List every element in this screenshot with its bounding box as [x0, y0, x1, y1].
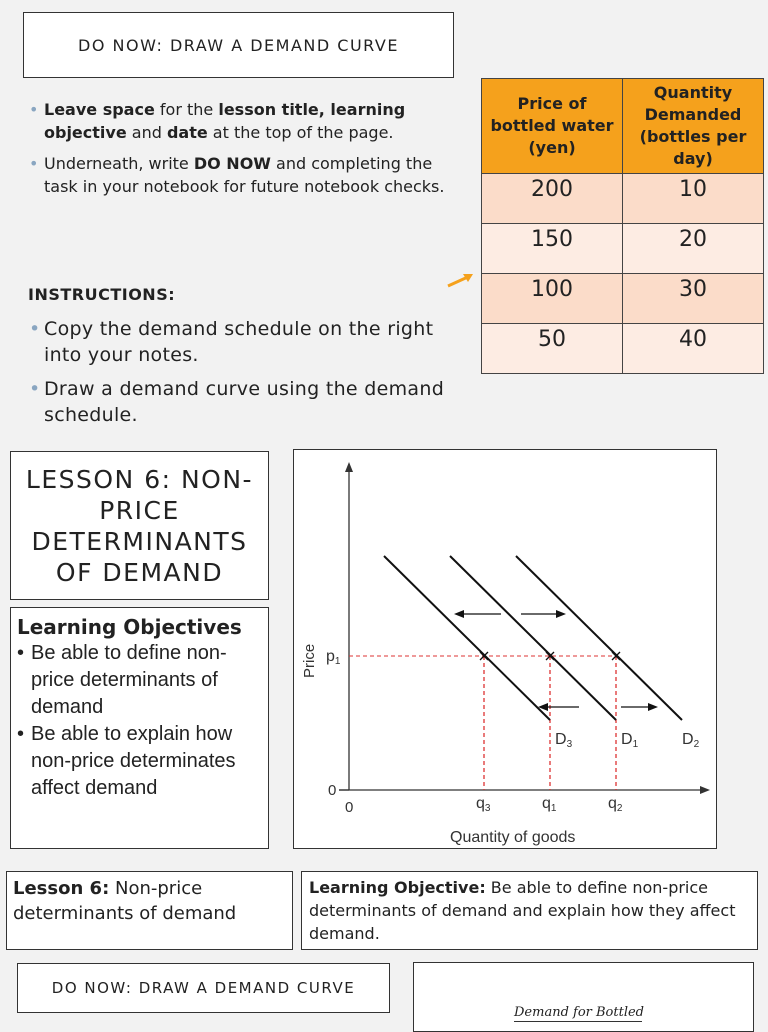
curve-label-sub: 3	[566, 739, 573, 750]
notebook-heading: Demand for Bottled	[514, 1005, 645, 1020]
quantity-cell: 10	[623, 174, 764, 224]
curve-label-base: D	[682, 731, 694, 748]
price-p1-sub: 1	[334, 656, 341, 667]
bullet-segment: lesson title, learning objective	[44, 100, 406, 142]
curve-label-d2	[682, 731, 700, 750]
learning-objective-item: • Be able to explain how non-price determinates affect demand	[17, 721, 262, 802]
table-row	[482, 224, 764, 274]
q2-label	[608, 795, 623, 814]
lesson-title-box	[10, 451, 269, 600]
do-now-bullet-1	[28, 98, 458, 144]
pointer-arrow-icon	[446, 270, 476, 290]
do-now-title-2	[17, 963, 390, 1013]
price-cell: 200	[482, 174, 623, 224]
learning-objective-item: • Be able to define non-price determinants of demand	[17, 640, 262, 721]
bullet-segment: at the top of the page.	[207, 123, 394, 142]
bullet-segment: Leave space	[44, 100, 155, 119]
curve-label-base: D	[621, 731, 633, 748]
do-now-title-text: DO NOW: DRAW A DEMAND CURVE	[78, 35, 399, 55]
q1-label	[542, 795, 557, 814]
shift-right-arrow-icon	[521, 610, 566, 618]
instructions-list	[28, 316, 468, 436]
price-cell: 150	[482, 224, 623, 274]
learning-objectives-box	[10, 607, 269, 849]
table-row	[482, 274, 764, 324]
objective-footer-box	[301, 871, 758, 950]
instruction-item: • Draw a demand curve using the demand schedule.	[28, 376, 468, 428]
x-axis-label-text: Quantity of goods	[450, 829, 576, 846]
curve-label-sub: 1	[632, 739, 639, 750]
do-now-bullet-2	[28, 152, 458, 198]
demand-shift-svg	[294, 450, 715, 847]
q-label-sub: 2	[616, 803, 623, 814]
origin-y-label: 0	[328, 782, 337, 799]
quantity-cell: 40	[623, 324, 764, 374]
lesson-footer-text: Non-price determinants of demand	[13, 878, 237, 924]
do-now-title-2-text: DO NOW: DRAW A DEMAND CURVE	[51, 979, 356, 997]
instruction-item: • Copy the demand schedule on the right into your notes.	[28, 316, 468, 368]
price-cell: 50	[482, 324, 623, 374]
origin-x-label: 0	[345, 799, 354, 816]
learning-objectives-heading: Learning Objectives	[17, 615, 242, 639]
shift-left-arrow-small-icon	[538, 703, 579, 711]
bullet-segment: for the	[154, 100, 219, 119]
price-p1-label	[326, 648, 341, 667]
q-label-sub: 1	[550, 803, 557, 814]
q-label-base: q	[542, 795, 551, 812]
q-label-sub: 3	[484, 803, 491, 814]
instructions-label: INSTRUCTIONS:	[28, 285, 176, 304]
demand-curve-d2	[516, 556, 682, 720]
x-axis-label	[450, 829, 575, 846]
x-axis-arrowhead	[700, 786, 710, 794]
demand-curve-d3	[384, 556, 550, 720]
bullet-segment: date	[166, 123, 208, 142]
price-cell: 100	[482, 274, 623, 324]
objective-footer-text: Be able to define non-price determinants of demand and explain how they affect demand.	[309, 878, 736, 943]
curve-label-d1	[621, 731, 639, 750]
curve-label-d3	[555, 731, 573, 750]
table-row	[482, 324, 764, 374]
q-label-base: q	[476, 795, 485, 812]
lesson-footer-box	[6, 871, 293, 950]
q3-label	[476, 795, 491, 814]
demand-schedule-table	[481, 78, 764, 374]
quantity-cell: 30	[623, 274, 764, 324]
shift-left-arrow-icon	[454, 610, 501, 618]
price-header: Price of bottled water (yen)	[482, 79, 623, 174]
demand-shift-diagram	[293, 449, 717, 849]
notebook-sketch	[413, 962, 754, 1032]
table-header-row	[482, 79, 764, 174]
y-axis-label: Price	[301, 643, 318, 678]
do-now-title	[23, 12, 454, 78]
quantity-cell: 20	[623, 224, 764, 274]
curve-label-base: D	[555, 731, 567, 748]
demand-curve-d1	[450, 556, 616, 720]
curve-label-sub: 2	[693, 739, 700, 750]
bullet-segment: DO NOW	[193, 154, 271, 173]
bullet-segment: and	[126, 123, 167, 142]
notebook-underline	[514, 1021, 642, 1022]
q-label-base: q	[608, 795, 617, 812]
bullet-segment: and completing the task in your notebook for future notebook checks.	[44, 154, 445, 196]
table-row	[482, 174, 764, 224]
y-axis-arrowhead	[345, 462, 353, 472]
lesson-title: LESSON 6: NON-PRICE DETERMINANTS OF DEMAND	[25, 464, 254, 587]
objective-footer-label: Learning Objective:	[309, 878, 486, 897]
lesson-footer-label: Lesson 6:	[13, 878, 110, 899]
quantity-header: Quantity Demanded (bottles per day)	[623, 79, 764, 174]
shift-right-arrow-small-icon	[621, 703, 658, 711]
price-p1-base: p	[326, 648, 335, 665]
bullet-segment: Underneath, write	[44, 154, 194, 173]
do-now-bullets	[28, 98, 458, 206]
